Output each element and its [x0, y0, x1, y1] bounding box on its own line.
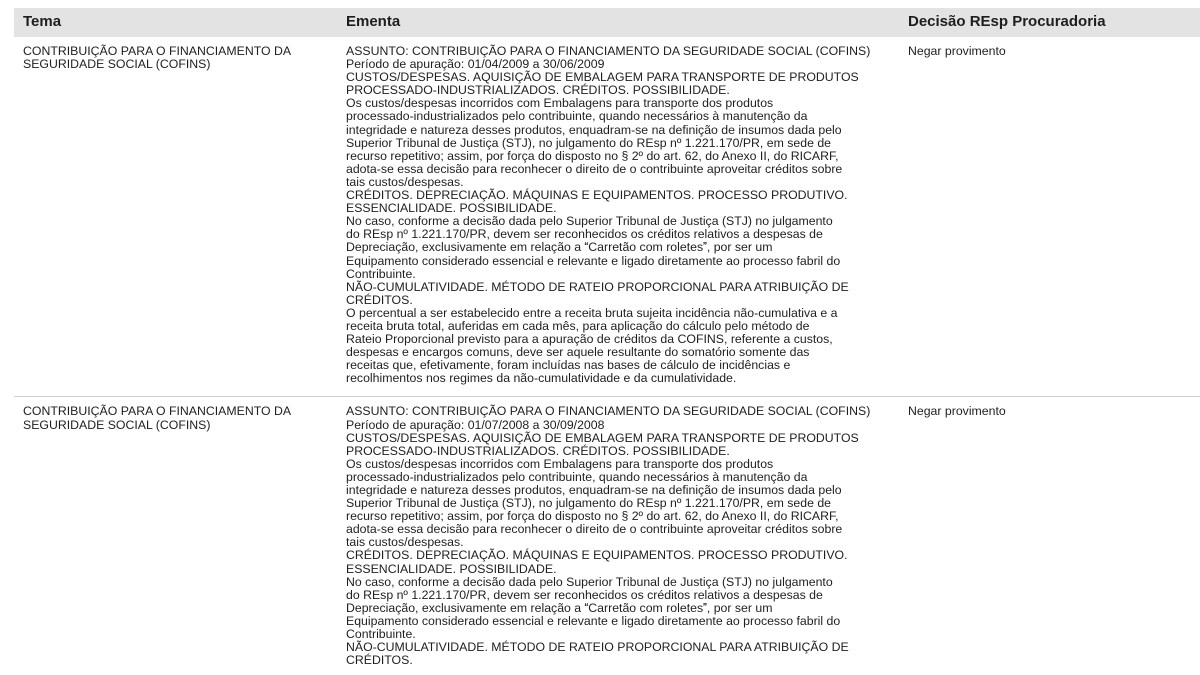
header-ementa: Ementa — [337, 8, 899, 37]
ementa-text-line: ESSENCIALIDADE. POSSIBILIDADE. — [346, 201, 557, 216]
ementa-text-line: Equipamento considerado essencial e relevante e ligado diretamente ao processo fabril do — [346, 613, 841, 628]
ementa-text-line: processado-industrializados pelo contribuinte, quando necessários à manutenção da — [346, 469, 808, 484]
ementa-text-line: Superior Tribunal de Justiça (STJ), no julgamento do REsp nº 1.221.170/PR, em sede de — [346, 135, 832, 150]
ementa-text-line: processado-industrializados pelo contribuinte, quando necessários à manutenção da — [346, 109, 808, 124]
tema-text-line: SEGURIDADE SOCIAL (COFINS) — [23, 417, 211, 432]
ementa-text-line: despesas e encargos comuns, deve ser aquele resultante do somatório somente das — [346, 345, 810, 360]
header-tema: Tema — [14, 8, 337, 37]
ementa-text-line: tais custos/despesas. — [346, 535, 464, 550]
ementa-text-line: NÃO-CUMULATIVIDADE. MÉTODO DE RATEIO PROPORCIONAL PARA ATRIBUIÇÃO DE — [346, 279, 849, 294]
ementa-text-line: Equipamento considerado essencial e relevante e ligado diretamente ao processo fabril do — [346, 253, 841, 268]
ementa-text-line: NÃO-CUMULATIVIDADE. MÉTODO DE RATEIO PROPORCIONAL PARA ATRIBUIÇÃO DE — [346, 640, 849, 655]
ementa-text-line: receita bruta total, auferidas em cada mês, para aplicação do cálculo pelo método de — [346, 318, 810, 333]
ementa-text-line: Depreciação, exclusivamente em relação a Carretão com roletes, por ser um — [346, 240, 773, 255]
ementa-text-line: ASSUNTO: CONTRIBUIÇÃO PARA O FINANCIAMENTO DA SEGURIDADE SOCIAL (COFINS) — [346, 404, 871, 419]
ementa-text-line: recurso repetitivo; assim, por força do disposto no § 2º do art. 62, do Anexo II, do RICARF, — [346, 509, 839, 524]
ementa-text-line: O percentual a ser estabelecido entre a receita bruta sujeita incidência não-cumulativa e a — [346, 305, 838, 320]
ementa-text-line: Os custos/despesas incorridos com Embalagens para transporte dos produtos — [346, 456, 774, 471]
tema-text-line: SEGURIDADE SOCIAL (COFINS) — [23, 57, 211, 72]
table-row — [14, 397, 1200, 675]
ementa-text-line: CRÉDITOS. — [346, 653, 413, 668]
ementa-text-line: Contribuinte. — [346, 266, 416, 281]
ementa-text-line: PROCESSADO-INDUSTRIALIZADOS. CRÉDITOS. POSSIBILIDADE. — [346, 83, 730, 98]
ementa-text-line: No caso, conforme a decisão dada pelo Superior Tribunal de Justiça (STJ) no julgamento — [346, 574, 833, 589]
cell-decisao: Negar provimento — [908, 44, 1006, 58]
results-table — [14, 8, 1200, 675]
ementa-text-line: CRÉDITOS. DEPRECIAÇÃO. MÁQUINAS E EQUIPAMENTOS. PROCESSO PRODUTIVO. — [346, 188, 848, 203]
ementa-text-line: adota-se essa decisão para reconhecer o direito de o contribuinte aproveitar créditos sobre — [346, 161, 843, 176]
tema-text-line: CONTRIBUIÇÃO PARA O FINANCIAMENTO DA — [23, 404, 292, 419]
ementa-text-line: Rateio Proporcional previsto para a apuração de créditos da COFINS, referente a custos, — [346, 332, 833, 347]
cell-tema — [14, 397, 337, 675]
ementa-text-line: Período de apuração: 01/07/2008 a 30/09/2008 — [346, 417, 605, 432]
table-row — [14, 37, 1200, 397]
ementa-text-line: do REsp nº 1.221.170/PR, devem ser reconhecidos os créditos relativos a despesas de — [346, 227, 823, 242]
ementa-text-line: PROCESSADO-INDUSTRIALIZADOS. CRÉDITOS. POSSIBILIDADE. — [346, 443, 730, 458]
ementa-text-line: adota-se essa decisão para reconhecer o direito de o contribuinte aproveitar créditos sobre — [346, 522, 843, 537]
ementa-text-line: do REsp nº 1.221.170/PR, devem ser reconhecidos os créditos relativos a despesas de — [346, 587, 823, 602]
ementa-text-line: receitas que, efetivamente, foram incluídas nas bases de cálculo de incidências e — [346, 358, 791, 373]
ementa-text-line: integridade e natureza desses produtos, enquadram-se na definição de insumos dada pelo — [346, 483, 842, 497]
ementa-text-line: CRÉDITOS. — [346, 292, 413, 307]
table-header — [14, 8, 1200, 37]
ementa-text-line: CRÉDITOS. DEPRECIAÇÃO. MÁQUINAS E EQUIPAMENTOS. PROCESSO PRODUTIVO. — [346, 548, 848, 563]
ementa-text-line: integridade e natureza desses produtos, enquadram-se na definição de insumos dada pelo — [346, 122, 842, 137]
cell-ementa — [337, 397, 899, 675]
cell-decisao: Negar provimento — [899, 397, 1200, 675]
ementa-text-line: Período de apuração: 01/04/2009 a 30/06/2009 — [346, 57, 605, 72]
header-decisao: Decisão REsp Procuradoria — [899, 8, 1200, 37]
ementa-text-line: recolhimentos nos regimes da não-cumulatividade e da cumulatividade. — [346, 371, 737, 386]
ementa-text-line: Superior Tribunal de Justiça (STJ), no julgamento do REsp nº 1.221.170/PR, em sede de — [346, 496, 832, 511]
header-row — [14, 8, 1200, 37]
ementa-text-line: recurso repetitivo; assim, por força do disposto no § 2º do art. 62, do Anexo II, do RICARF, — [346, 148, 839, 163]
ementa-text-line: CUSTOS/DESPESAS. AQUISIÇÃO DE EMBALAGEM PARA TRANSPORTE DE PRODUTOS — [346, 430, 859, 445]
tema-text-line: CONTRIBUIÇÃO PARA O FINANCIAMENTO DA — [23, 44, 292, 58]
ementa-text-line: Depreciação, exclusivamente em relação a Carretão com roletes, por ser um — [346, 600, 773, 615]
cell-tema — [14, 37, 337, 397]
ementa-text-line: Os custos/despesas incorridos com Embalagens para transporte dos produtos — [346, 96, 774, 111]
ementa-text-line: tais custos/despesas. — [346, 174, 464, 189]
ementa-text-line: ASSUNTO: CONTRIBUIÇÃO PARA O FINANCIAMENTO DA SEGURIDADE SOCIAL (COFINS) — [346, 44, 871, 58]
ementa-text-line: ESSENCIALIDADE. POSSIBILIDADE. — [346, 561, 557, 576]
table-body — [14, 37, 1200, 675]
ementa-text-line: Contribuinte. — [346, 627, 416, 642]
ementa-text-line: No caso, conforme a decisão dada pelo Superior Tribunal de Justiça (STJ) no julgamento — [346, 214, 833, 229]
cell-ementa — [337, 37, 899, 397]
ementa-text-line: CUSTOS/DESPESAS. AQUISIÇÃO DE EMBALAGEM PARA TRANSPORTE DE PRODUTOS — [346, 70, 859, 85]
